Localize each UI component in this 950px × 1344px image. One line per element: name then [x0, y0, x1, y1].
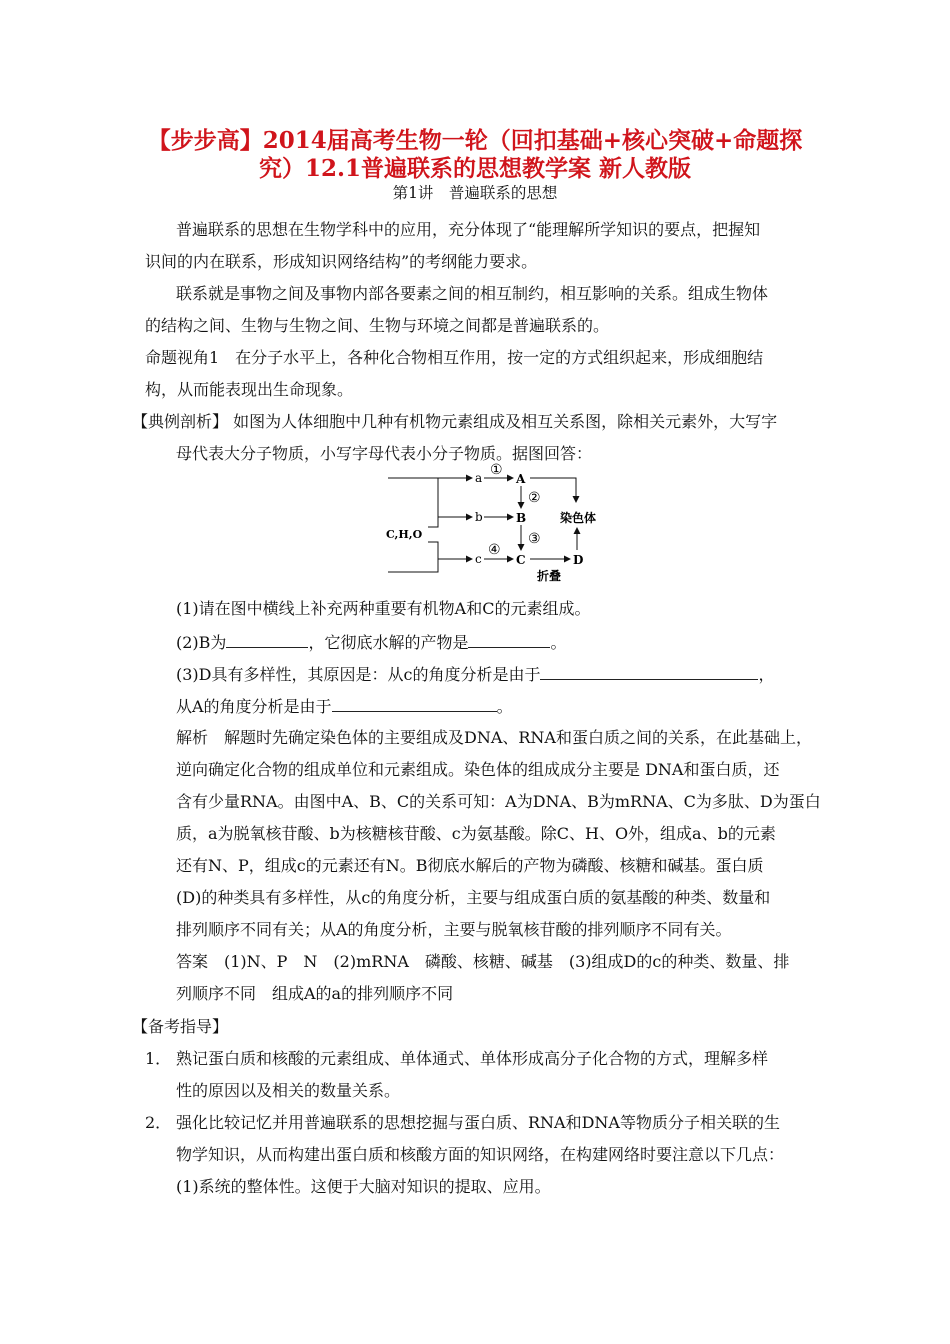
- question-3-part-a: (3)D具有多样性，其原因是：从c的角度分析是由于: [176, 665, 541, 684]
- chromosome-label: 染色体: [560, 511, 597, 525]
- perspective-line-2: 构，从而能表现出生命现象。: [145, 380, 354, 399]
- step-4-label: ④: [488, 542, 501, 558]
- guide-item-2-number: 2．: [145, 1113, 172, 1132]
- macromolecule-B: B: [516, 511, 527, 525]
- step-1-label: ①: [490, 462, 503, 478]
- intro-paragraph-2-line-2: 的结构之间、生物与生物之间、生物与环境之间都是普遍联系的。: [145, 316, 610, 335]
- intro-paragraph-1-line-2: 识间的内在联系，形成知识网络结构”的考纲能力要求。: [145, 252, 538, 271]
- question-2: [176, 631, 566, 654]
- intro-paragraph-2-line-1: 联系就是事物之间及事物内部各要素之间的相互制约，相互影响的关系。组成生物体: [176, 284, 769, 303]
- analysis-line-1: 解析 解题时先确定染色体的主要组成及DNA、RNA和蛋白质之间的关系，在此基础上，: [176, 728, 812, 747]
- guide-heading: 【备考指导】: [132, 1017, 229, 1036]
- answer-blank-b-identity[interactable]: [226, 631, 308, 648]
- step-3-label: ③: [528, 531, 541, 547]
- question-2-part-b: ，它彻底水解的产物是: [308, 633, 469, 652]
- analysis-line-3: 含有少量RNA。由图中A、B、C的关系可知：A为DNA、B为mRNA、C为多肽、D为蛋白: [176, 792, 821, 811]
- step-2-label: ②: [528, 490, 541, 506]
- analysis-line-2: 逆向确定化合物的组成单位和元素组成。染色体的组成成分主要是 DNA和蛋白质，还: [176, 760, 780, 779]
- question-2-part-c: 。: [550, 633, 567, 652]
- guide-item-1-line-1: 熟记蛋白质和核酸的元素组成、单体通式、单体形成高分子化合物的方式，理解多样: [176, 1049, 769, 1068]
- answer-blank-hydrolysis-products[interactable]: [468, 631, 550, 648]
- answer-blank-c-reason[interactable]: [540, 663, 758, 680]
- guide-item-1-number: 1．: [145, 1049, 172, 1068]
- analysis-line-7: 排列顺序不同有关；从A的角度分析，主要与脱氧核苷酸的排列顺序不同有关。: [176, 920, 732, 939]
- folding-label: 折叠: [537, 569, 562, 583]
- element-label-cho: C,H,O: [386, 528, 423, 541]
- analysis-line-5: 还有N、P，组成c的元素还有N。B彻底水解后的产物为磷酸、核糖和碱基。蛋白质: [176, 856, 764, 875]
- example-line-1: 【典例剖析】 如图为人体细胞中几种有机物元素组成及相互关系图，除相关元素外，大写字: [132, 412, 778, 431]
- guide-item-1-line-2: 性的原因以及相关的数量关系。: [176, 1081, 401, 1100]
- macromolecule-A: A: [516, 472, 526, 486]
- organic-compound-relationship-diagram: [380, 462, 620, 587]
- guide-item-2-line-2: 物学知识，从而构建出蛋白质和核酸方面的知识网络，在构建网络时要注意以下几点：: [176, 1145, 785, 1164]
- question-2-part-a: (2)B为: [176, 633, 227, 652]
- upper-bracket: [428, 478, 438, 527]
- guide-item-2-line-3: (1)系统的整体性。这便于大脑对知识的提取、应用。: [176, 1177, 551, 1196]
- analysis-line-4: 质，a为脱氧核苷酸、b为核糖核苷酸、c为氨基酸。除C、H、O外，组成a、b的元素: [176, 824, 776, 843]
- question-3-part-d: 。: [496, 697, 513, 716]
- question-3-part-c: 从A的角度分析是由于: [176, 697, 332, 716]
- document-title-line-2: 究）12.1普遍联系的思想教学案 新人教版: [258, 155, 692, 182]
- monomer-c: c: [475, 552, 482, 566]
- guide-item-2-line-1: 强化比较记忆并用普遍联系的思想挖掘与蛋白质、RNA和DNA等物质分子相关联的生: [176, 1113, 780, 1132]
- question-1: (1)请在图中横线上补充两种重要有机物A和C的元素组成。: [176, 599, 591, 618]
- document-title-line-1: 【步步高】2014届高考生物一轮（回扣基础+核心突破+命题探: [147, 127, 803, 154]
- answer-line-2: 列顺序不同 组成A的a的排列顺序不同: [176, 984, 454, 1003]
- lower-bracket: [428, 542, 438, 572]
- example-line-2: 母代表大分子物质，小写字母代表小分子物质。据图回答：: [176, 444, 593, 463]
- lesson-subtitle: 第1讲 普遍联系的思想: [392, 184, 558, 202]
- monomer-b: b: [475, 510, 483, 524]
- question-3-line-1: [176, 663, 774, 686]
- monomer-a: a: [475, 471, 483, 485]
- intro-paragraph-1-line-1: 普遍联系的思想在生物学科中的应用，充分体现了“能理解所学知识的要点，把握知: [176, 220, 761, 239]
- macromolecule-C: C: [516, 553, 526, 567]
- answer-blank-A-reason[interactable]: [332, 695, 497, 712]
- perspective-line-1: 命题视角1 在分子水平上，各种化合物相互作用，按一定的方式组织起来，形成细胞结: [145, 348, 764, 367]
- question-3-line-2: [176, 695, 513, 718]
- analysis-line-6: (D)的种类具有多样性，从c的角度分析，主要与组成蛋白质的氨基酸的种类、数量和: [176, 888, 771, 907]
- answer-line-1: 答案 (1)N、P N (2)mRNA 磷酸、核糖、碱基 (3)组成D的c的种类、数量、排: [176, 952, 790, 971]
- question-3-part-b: ，: [758, 665, 775, 684]
- macromolecule-D: D: [573, 553, 584, 567]
